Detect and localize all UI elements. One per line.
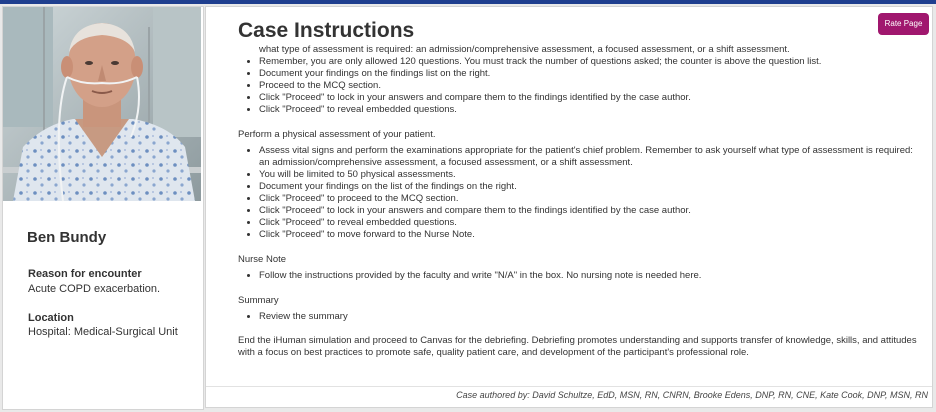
list-item: • Click "Proceed" to move forward to the Nurse Note. <box>259 229 918 241</box>
list-item: • Document your findings on the list of the findings on the right. <box>259 181 918 193</box>
summary-list <box>238 311 918 323</box>
footer-divider <box>206 386 932 387</box>
location-value: Hospital: Medical-Surgical Unit <box>28 326 178 338</box>
list-item: • Remember, you are only allowed 120 questions. You must track the number of questions asked; the counter is above the question list. <box>259 56 918 68</box>
physical-steps-list <box>238 145 918 241</box>
list-item: • Proceed to the MCQ section. <box>259 80 918 92</box>
location-label: Location <box>28 312 74 324</box>
rate-page-button[interactable]: Rate Page <box>878 13 929 35</box>
list-item: • Follow the instructions provided by the faculty and write "N/A" in the box. No nursing note is needed here. <box>259 270 918 282</box>
physical-assessment-heading: Perform a physical assessment of your patient. <box>238 129 436 140</box>
list-item: • Click "Proceed" to lock in your answers and compare them to the findings identified by the case author. <box>259 92 918 104</box>
patient-name: Ben Bundy <box>27 229 107 246</box>
page-title: Case Instructions <box>238 19 415 42</box>
reason-label: Reason for encounter <box>28 268 142 280</box>
instructions-panel <box>205 6 933 408</box>
case-credits: Case authored by: David Schultze, EdD, MSN, RN, CNRN, Brooke Edens, DNP, RN, CNE, Kate Cook, DNP, MSN, RN <box>456 390 928 400</box>
top-accent-bar <box>0 0 936 4</box>
nurse-note-list <box>238 270 918 282</box>
summary-heading: Summary <box>238 295 279 306</box>
instructions-content <box>238 44 918 359</box>
list-item: • Click "Proceed" to proceed to the MCQ section. <box>259 193 918 205</box>
reason-value: Acute COPD exacerbation. <box>28 283 161 295</box>
patient-photo <box>3 7 201 201</box>
list-item: • Click "Proceed" to reveal embedded questions. <box>259 104 918 116</box>
nurse-note-heading: Nurse Note <box>238 254 287 265</box>
history-steps-list <box>238 44 918 116</box>
list-item: what type of assessment is required: an admission/comprehensive assessment, a focused assessment, or a shift assessment. <box>259 44 790 55</box>
list-item: • Review the summary <box>259 311 918 323</box>
instructions-scroll-area[interactable] <box>206 44 932 381</box>
list-item: • Click "Proceed" to lock in your answers and compare them to the findings identified by the case author. <box>259 205 918 217</box>
list-item: • Assess vital signs and perform the examinations appropriate for the patient's chief problem. Remember to ask yourself what type of assessment is required: an admission/comprehensive assessment, a focused assessment, or a shift assessment. <box>259 145 918 169</box>
list-item: • Click "Proceed" to reveal embedded questions. <box>259 217 918 229</box>
closing-paragraph: End the iHuman simulation and proceed to Canvas for the debriefing. Debriefing promotes understanding and supports transfer of knowledge, skills, and attitudes with a focus on best practices to promote safe, quality patient care, and development of the participant's professional role. <box>238 335 917 358</box>
patient-panel <box>2 6 204 410</box>
list-item: • You will be limited to 50 physical assessments. <box>259 169 918 181</box>
list-item: • Document your findings on the findings list on the right. <box>259 68 918 80</box>
